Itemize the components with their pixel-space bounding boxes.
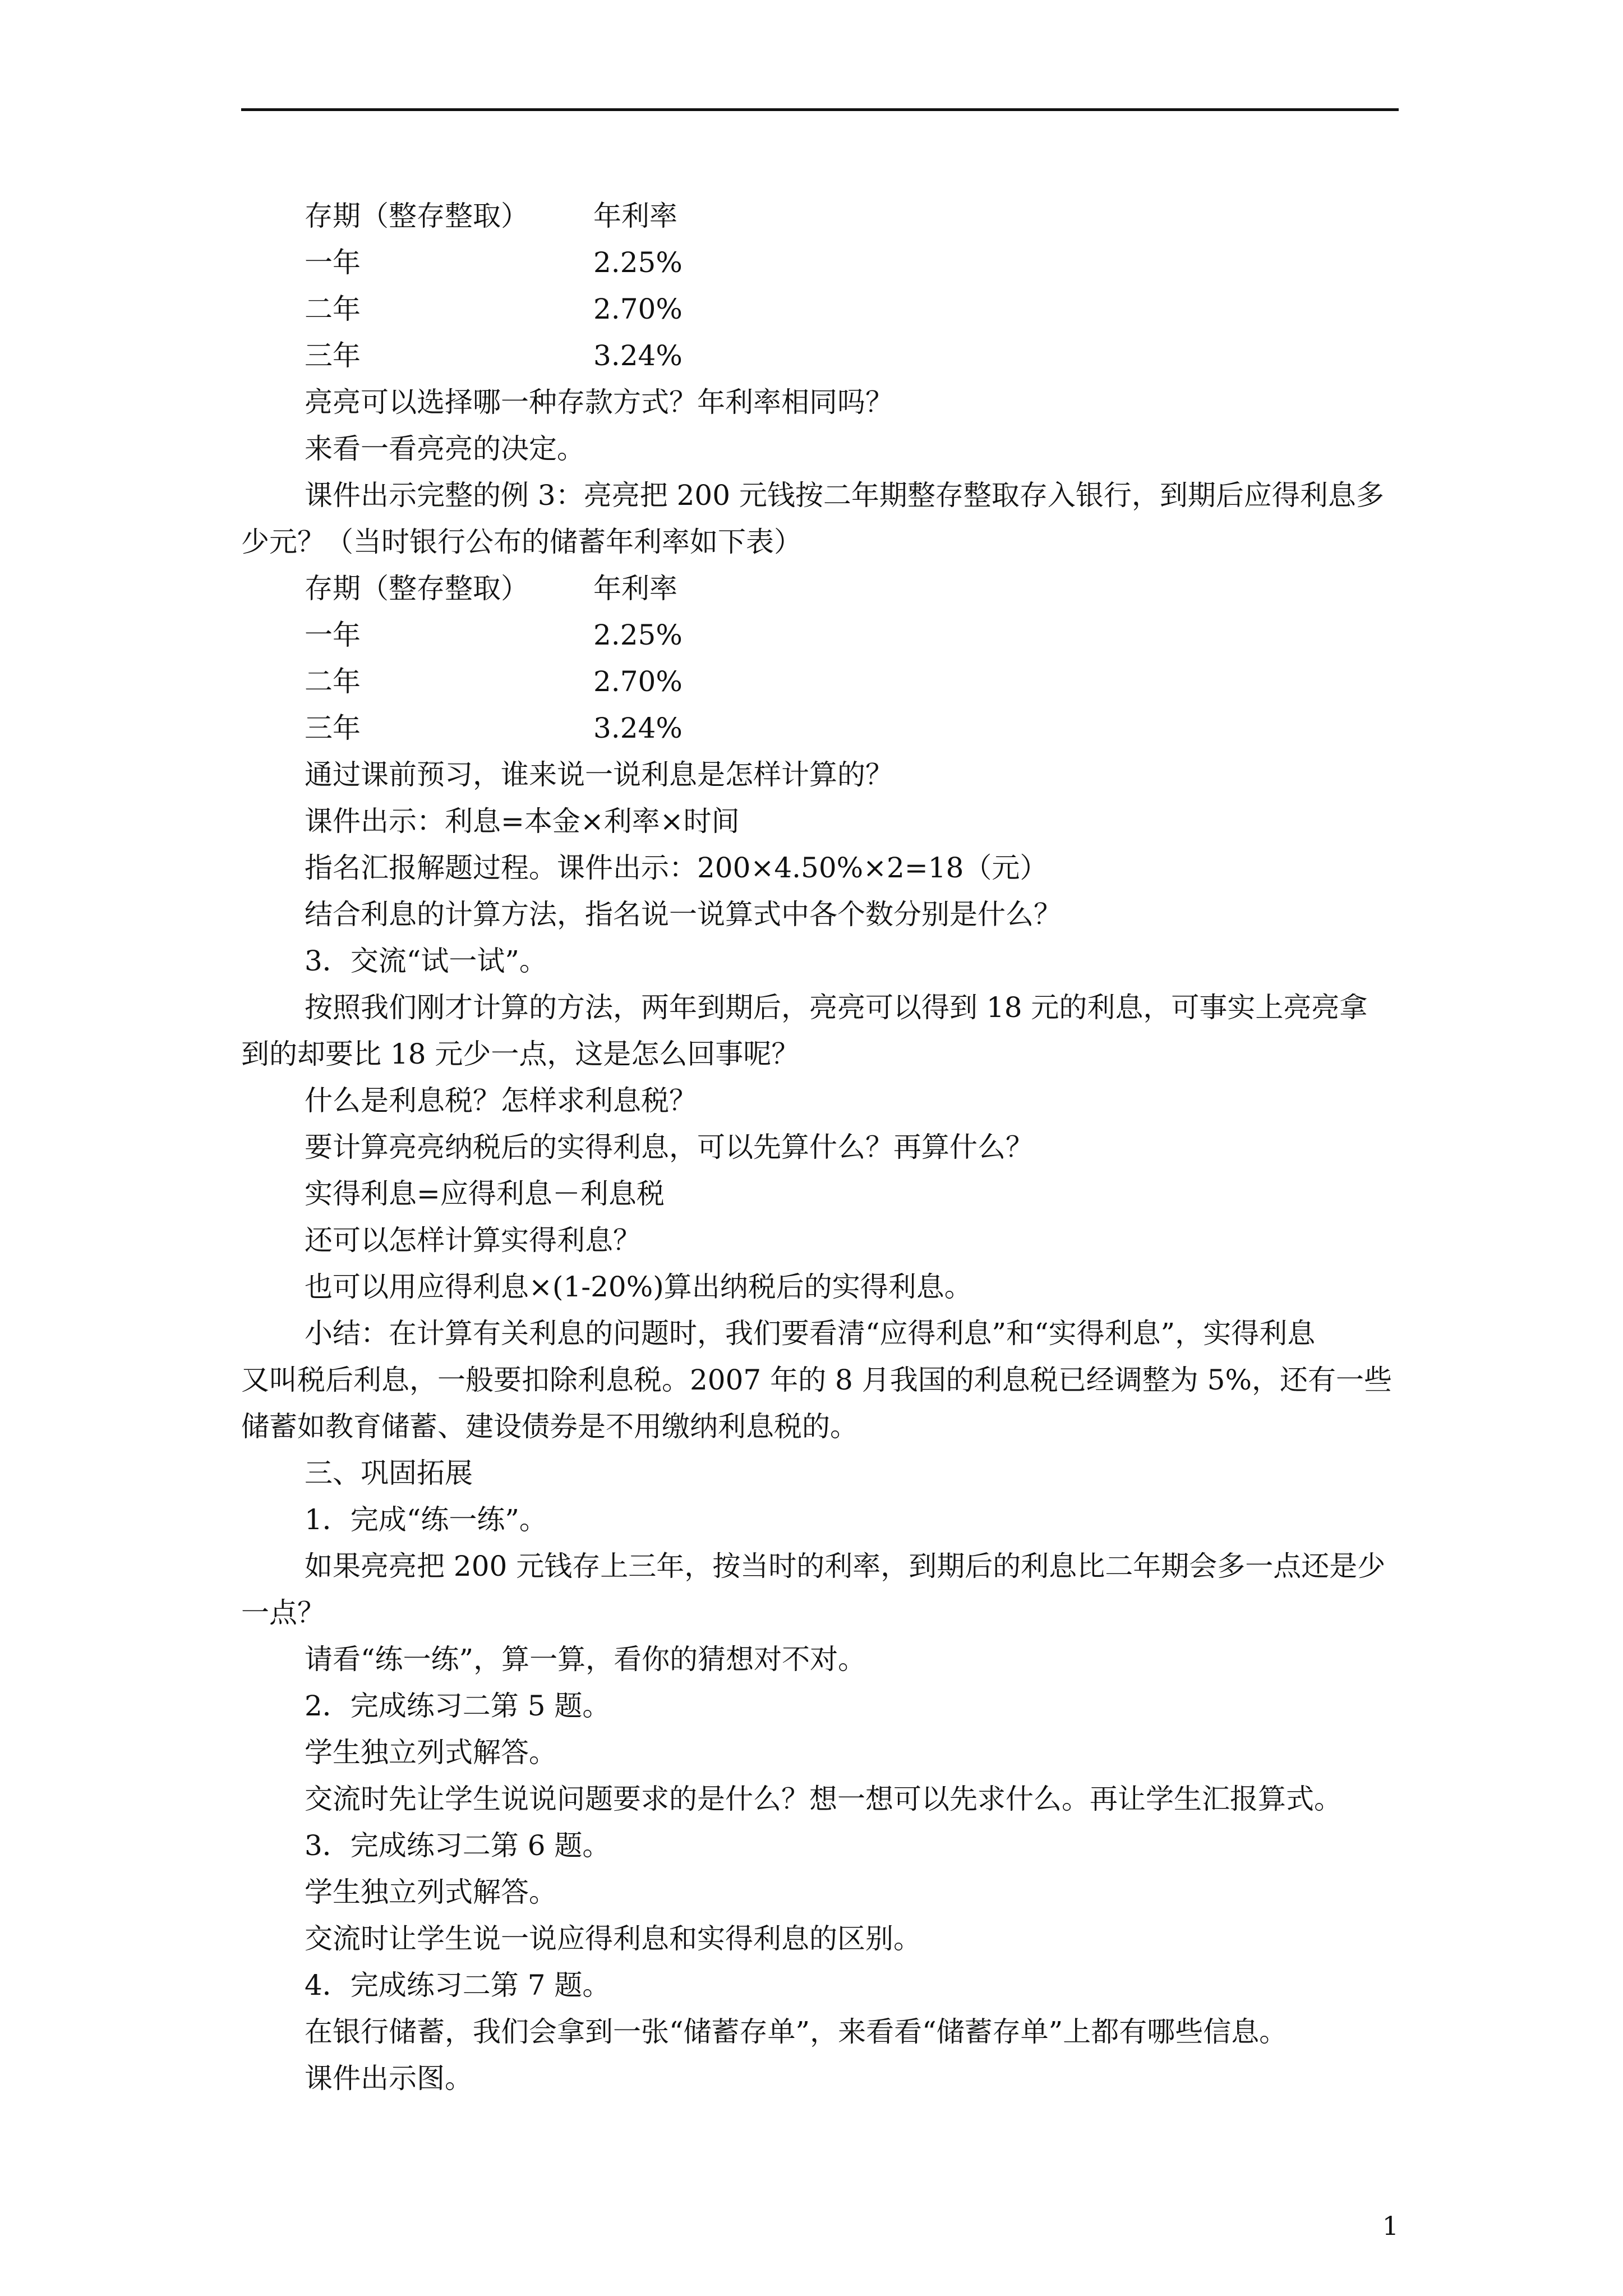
paragraph-line: 在银行储蓄，我们会拿到一张“储蓄存单”，来看看“储蓄存单”上都有哪些信息。	[305, 2016, 1288, 2048]
paragraph-line: 到的却要比 18 元少一点，这是怎么回事呢？	[241, 1038, 800, 1070]
term-header: 存期（整存整取）	[305, 572, 529, 605]
paragraph-line: 交流时让学生说一说应得利息和实得利息的区别。	[305, 1922, 921, 1955]
section-heading: 三、巩固拓展	[305, 1457, 473, 1489]
header-rule	[241, 108, 1399, 111]
term-cell: 二年	[305, 293, 361, 325]
rate-cell: 3.24%	[593, 339, 683, 372]
rate-cell: 2.70%	[593, 293, 683, 325]
paragraph-line: 课件出示：利息=本金×利率×时间	[305, 805, 740, 838]
paragraph-line: 结合利息的计算方法，指名说一说算式中各个数分别是什么？	[305, 898, 1062, 931]
rate-cell: 2.25%	[593, 246, 683, 279]
paragraph-line: 交流时先让学生说说问题要求的是什么？想一想可以先求什么。再让学生汇报算式。	[305, 1783, 1342, 1815]
table-row	[241, 705, 1399, 752]
rate-cell: 2.25%	[593, 619, 683, 651]
table-row	[241, 659, 1399, 705]
section-item-heading: 1．完成“练一练”。	[305, 1503, 547, 1536]
paragraph-line: 学生独立列式解答。	[305, 1876, 557, 1908]
paragraph-line: 按照我们刚才计算的方法，两年到期后，亮亮可以得到 18 元的利息，可事实上亮亮拿	[305, 991, 1368, 1024]
paragraph-line: 来看一看亮亮的决定。	[305, 432, 585, 465]
paragraph-line: 什么是利息税？怎样求利息税？	[305, 1084, 697, 1117]
section-item-heading: 3．完成练习二第 6 题。	[305, 1829, 611, 1862]
summary-line: 又叫税后利息，一般要扣除利息税。2007 年的 8 月我国的利息税已经调整为 5%，还有一些	[241, 1364, 1392, 1396]
summary-line: 小结：在计算有关利息的问题时，我们要看清“应得利息”和“实得利息”，实得利息	[305, 1317, 1316, 1350]
table-row	[241, 286, 1399, 333]
section-item-heading: 4．完成练习二第 7 题。	[305, 1969, 611, 2001]
rate-cell: 2.70%	[593, 665, 683, 698]
paragraph-line: 还可以怎样计算实得利息？	[305, 1224, 641, 1257]
document-body	[241, 193, 1399, 2102]
paragraph-line: 课件出示图。	[305, 2062, 473, 2095]
paragraph-line: 少元？（当时银行公布的储蓄年利率如下表）	[241, 526, 802, 558]
paragraph-line: 如果亮亮把 200 元钱存上三年，按当时的利率，到期后的利息比二年期会多一点还是少	[305, 1550, 1386, 1582]
table-header-row	[241, 565, 1399, 612]
paragraph-line: 学生独立列式解答。	[305, 1736, 557, 1769]
section-item-heading: 2．完成练习二第 5 题。	[305, 1690, 611, 1722]
paragraph-line: 请看“练一练”，算一算，看你的猜想对不对。	[305, 1643, 866, 1676]
rate-cell: 3.24%	[593, 712, 683, 744]
paragraph-line: 通过课前预习，谁来说一说利息是怎样计算的？	[305, 758, 893, 791]
term-header: 存期（整存整取）	[305, 200, 529, 232]
term-cell: 二年	[305, 665, 361, 698]
term-cell: 一年	[305, 619, 361, 651]
section-item-heading: 3．交流“试一试”。	[305, 945, 547, 977]
table-row	[241, 612, 1399, 659]
page-number: 1	[1382, 2211, 1399, 2241]
rate-header: 年利率	[593, 200, 677, 232]
paragraph-line: 课件出示完整的例 3：亮亮把 200 元钱按二年期整存整取存入银行，到期后应得利息多	[305, 479, 1384, 512]
table-header-row	[241, 193, 1399, 240]
term-cell: 三年	[305, 339, 361, 372]
paragraph-line: 一点？	[241, 1596, 325, 1629]
term-cell: 三年	[305, 712, 361, 744]
interest-rate-table-2	[241, 565, 1399, 752]
paragraph-line: 亮亮可以选择哪一种存款方式？年利率相同吗？	[305, 386, 893, 418]
table-row	[241, 240, 1399, 286]
formula-line: 实得利息=应得利息－利息税	[305, 1177, 665, 1210]
summary-line: 储蓄如教育储蓄、建设债券是不用缴纳利息税的。	[241, 1410, 858, 1443]
table-row	[241, 333, 1399, 379]
interest-rate-table-1	[241, 193, 1399, 379]
paragraph-line: 要计算亮亮纳税后的实得利息，可以先算什么？再算什么？	[305, 1131, 1034, 1163]
rate-header: 年利率	[593, 572, 677, 605]
term-cell: 一年	[305, 246, 361, 279]
paragraph-line: 指名汇报解题过程。课件出示：200×4.50%×2=18（元）	[305, 852, 1048, 884]
paragraph-line: 也可以用应得利息×(1-20%)算出纳税后的实得利息。	[305, 1271, 972, 1303]
